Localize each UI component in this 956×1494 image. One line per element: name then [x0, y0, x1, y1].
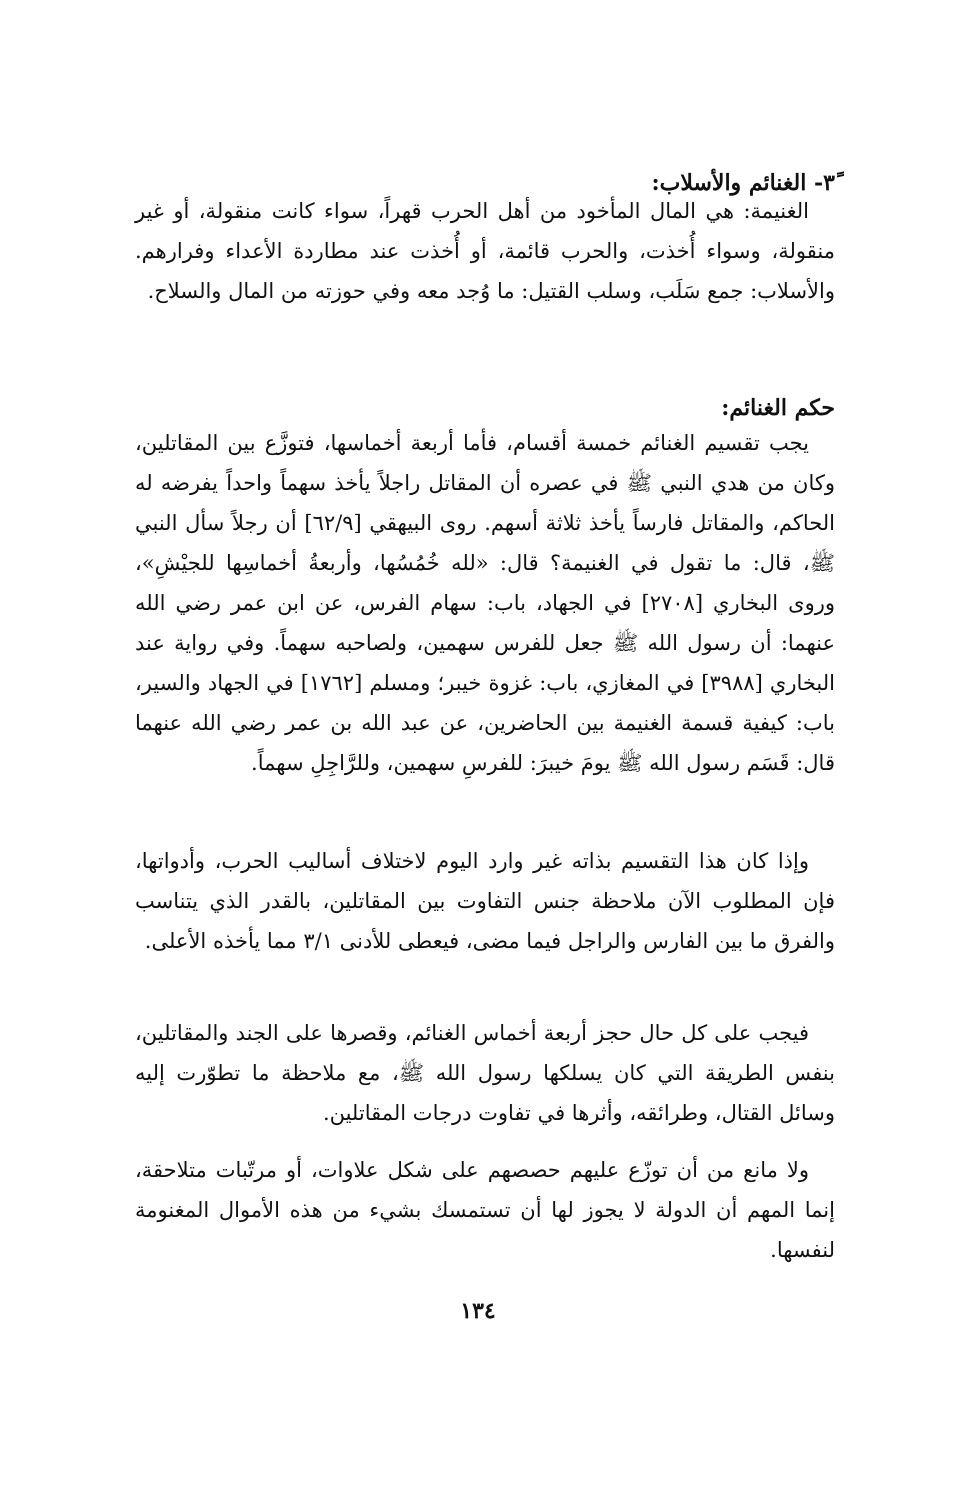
body-paragraph: وإذا كان هذا التقسيم بذاته غير وارد اليوم لاختلاف أساليب الحرب، وأدواتها، فإن المطلوب الآن ملاحظة جنس التفاوت بين المقاتلين، بالقدر الذي يتناسب والفرق ما بين الفارس والراجل فيما مضى، فيعطى للأدنى ٣/١ مما يأخذه الأعلى. — [135, 849, 835, 953]
section-heading: ٣ً- الغنائم والأسلاب: — [651, 170, 835, 196]
definition-paragraph: الغنيمة: هي المال المأخود من أهل الحرب قهراً، سواء كانت منقولة، أو غير منقولة، وسواء أُخذت، والحرب قائمة، أو أُخذت عند مطاردة الأعداء وفرارهم. والأسلاب: جمع سَلَب، وسلب القتيل: ما وُجد معه وفي حوزته من المال والسلاح. — [135, 199, 835, 303]
page-number: ١٣٤ — [460, 1298, 496, 1324]
ruling-heading: حكم الغنائم: — [721, 395, 835, 421]
body-paragraph: ولا مانع من أن توزّع عليهم حصصهم على شكل علاوات، أو مرتّبات متلاحقة، إنما المهم أن الدولة لا يجوز لها أن تستمسك بشيء من هذه الأموال المغنومة لنفسها. — [135, 1158, 835, 1262]
body-paragraph: فيجب على كل حال حجز أربعة أخماس الغنائم، وقصرها على الجند والمقاتلين، بنفس الطريقة التي كان يسلكها رسول الله ﷺ، مع ملاحظة ما تطوّرت إليه وسائل القتال، وطرائقه، وأثرها في تفاوت درجات المقاتلين. — [135, 1021, 835, 1125]
ruling-paragraph: يجب تقسيم الغنائم خمسة أقسام، فأما أربعة أخماسها، فتوزَّع بين المقاتلين، وكان من هدي النبي ﷺ في عصره أن المقاتل راجلاً يأخذ سهماً واحداً يفرضه له الحاكم، والمقاتل فارساً يأخذ ثلاثة أسهم. روى البيهقي [٦٢/٩] أن رجلاً سأل النبي ﷺ، قال: ما تقول في الغنيمة؟ قال: «لله خُمُسُها، وأربعةُ أخماسِها للجيْشِ»، وروى البخاري [٢٧٠٨] في الجهاد، باب: سهام الفرس، عن ابن عمر رضي الله عنهما: أن رسول الله ﷺ جعل للفرس سهمين، ولصاحبه سهماً. وفي رواية عند البخاري [٣٩٨٨] في المغازي، باب: غزوة خيبر؛ ومسلم [١٧٦٢] في الجهاد والسير، باب: كيفية قسمة الغنيمة بين الحاضرين، عن عبد الله بن عمر رضي الله عنهما قال: قَسَم رسول الله ﷺ يومَ خيبرَ: للفرسِ سهمين، وللرَّاجِلِ سهماً. — [135, 431, 836, 775]
